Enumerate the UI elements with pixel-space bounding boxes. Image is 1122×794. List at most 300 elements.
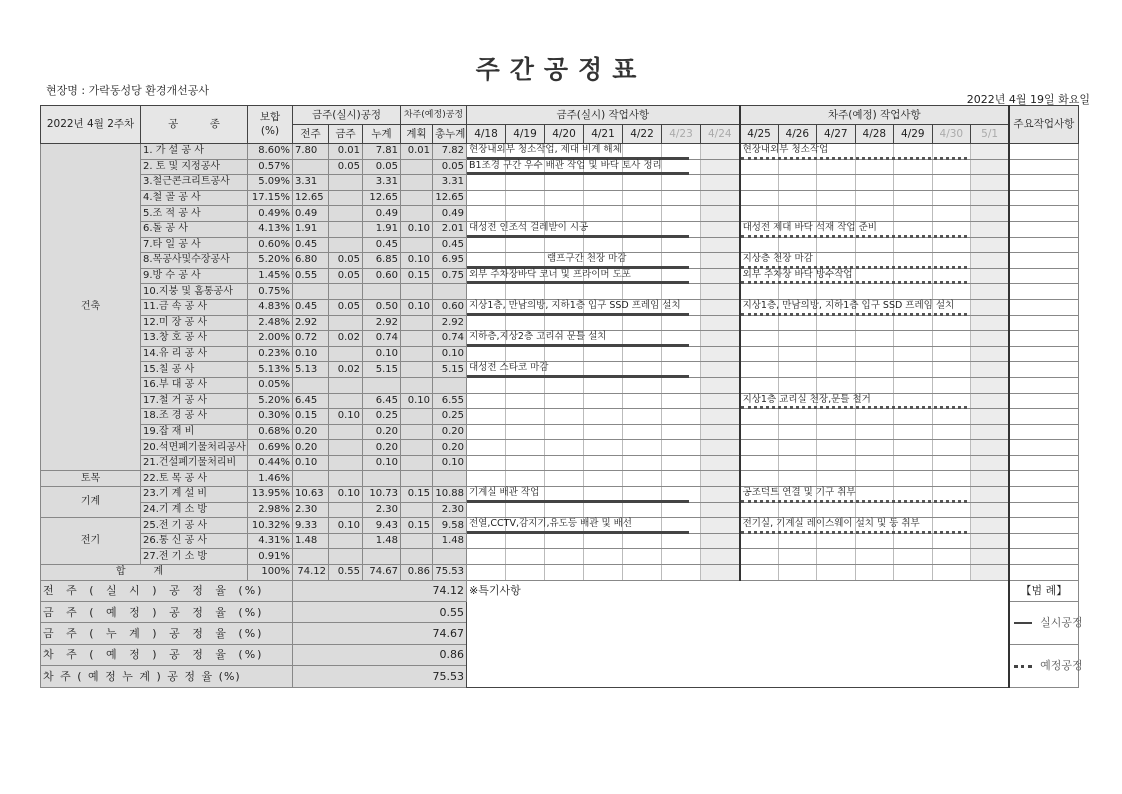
next-week-day-cell	[932, 346, 971, 362]
day-cell	[894, 565, 933, 581]
this-week-value	[329, 549, 363, 565]
this-week-day-cell	[701, 221, 740, 237]
prev-week-value	[293, 377, 329, 393]
next-week-task	[741, 253, 813, 268]
this-week-day-cell	[701, 315, 740, 331]
total-cumulative-value	[433, 377, 467, 393]
this-week-day-cell	[701, 455, 740, 471]
this-week-day-cell	[506, 471, 545, 487]
next-week-day-cell	[932, 377, 971, 393]
this-week-task	[467, 268, 631, 284]
prev-week-value: 0.45	[293, 237, 329, 253]
this-week-day-cell	[467, 253, 627, 269]
cumulative-value: 2.30	[363, 502, 401, 518]
schedule-table	[40, 105, 1083, 688]
next-plan-value	[401, 409, 433, 425]
this-week-day-cell	[545, 206, 584, 222]
next-week-day-cell	[932, 502, 971, 518]
this-week-day-cell	[701, 518, 740, 534]
main-work-cell	[1009, 549, 1078, 565]
next-plan-value	[401, 362, 433, 378]
this-week-day-cell	[584, 393, 623, 409]
trade-row	[41, 144, 1079, 160]
this-week-value	[329, 440, 363, 456]
next-week-day-cell	[855, 315, 894, 331]
remarks-area	[467, 580, 1010, 687]
this-week-day-cell	[467, 299, 681, 315]
this-week-day-cell	[545, 549, 584, 565]
next-week-day-cell	[740, 299, 955, 315]
legend-title: 【범 례】	[1009, 580, 1078, 601]
next-week-day-cell	[971, 144, 1010, 160]
next-week-task-text: 외부 주차장 바닥 방수작업	[742, 268, 853, 280]
next-plan-value: 0.10	[401, 393, 433, 409]
trade-ratio: 2.98%	[248, 502, 293, 518]
next-plan-value	[401, 175, 433, 191]
prev-week-value: 1.91	[293, 221, 329, 237]
this-week-day-cell	[467, 455, 506, 471]
this-week-day-cell	[584, 424, 623, 440]
this-week-day-cell	[701, 331, 740, 347]
next-week-day-cell	[778, 455, 817, 471]
cumulative-value: 9.43	[363, 518, 401, 534]
this-week-value: 0.02	[329, 331, 363, 347]
next-week-day-cell	[740, 549, 779, 565]
cumulative-value: 0.50	[363, 299, 401, 315]
summary-value: 0.86	[293, 644, 467, 665]
this-week-value: 0.01	[329, 144, 363, 160]
this-week-day-cell	[662, 424, 701, 440]
this-week-task	[467, 144, 622, 159]
prev-week-value	[293, 471, 329, 487]
main-work-cell	[1009, 253, 1078, 269]
prev-week-value	[293, 549, 329, 565]
this-week-day-cell	[545, 175, 584, 191]
next-week-day-cell	[778, 549, 817, 565]
category-label: 토목	[41, 471, 141, 487]
next-week-day-cell	[894, 331, 933, 347]
day-cell	[467, 565, 506, 581]
prev-week-value: 10.63	[293, 487, 329, 503]
this-week-value	[329, 455, 363, 471]
next-week-day-cell	[971, 331, 1010, 347]
this-week-value	[329, 190, 363, 206]
next-week-day-cell	[778, 284, 817, 300]
next-plan-value	[401, 502, 433, 518]
this-week-day-cell	[701, 533, 740, 549]
this-week-day-cell	[467, 549, 506, 565]
trade-row	[41, 190, 1079, 206]
ratio-header: 보합 (%)	[248, 106, 293, 144]
this-week-day-cell	[467, 268, 631, 284]
next-week-day-cell	[778, 206, 817, 222]
day-cell	[662, 565, 701, 581]
total-cumulative-value: 9.58	[433, 518, 467, 534]
next-week-day-cell	[855, 502, 894, 518]
next-week-day-cell	[894, 315, 933, 331]
trade-row	[41, 424, 1079, 440]
date-header: 4/29	[894, 125, 933, 144]
trade-name: 23.기 계 설 비	[141, 487, 248, 503]
next-week-day-cell	[971, 471, 1010, 487]
this-week-day-cell	[701, 377, 740, 393]
total-cumulative-value: 2.30	[433, 502, 467, 518]
prev-week-value: 0.10	[293, 455, 329, 471]
total-plan: 0.86	[401, 565, 433, 581]
next-week-day-cell	[855, 284, 894, 300]
total-cumulative-value	[433, 549, 467, 565]
next-week-day-cell	[855, 346, 894, 362]
next-week-day-cell	[894, 237, 933, 253]
total-cur: 0.55	[329, 565, 363, 581]
planned-progress-bar	[741, 281, 967, 284]
next-week-day-cell	[855, 533, 894, 549]
next-week-task	[741, 487, 856, 502]
total-cumulative-value: 0.60	[433, 299, 467, 315]
next-week-day-cell	[971, 377, 1010, 393]
this-week-value	[329, 284, 363, 300]
prev-week-value: 2.30	[293, 502, 329, 518]
this-week-day-cell	[467, 315, 506, 331]
this-week-day-cell	[662, 206, 701, 222]
main-work-cell	[1009, 299, 1078, 315]
main-work-cell	[1009, 362, 1078, 378]
next-plan-value	[401, 331, 433, 347]
main-work-cell	[1009, 471, 1078, 487]
next-week-day-cell	[971, 409, 1010, 425]
legend-actual-label: 실시공정	[1040, 616, 1083, 630]
next-week-day-cell	[894, 159, 933, 175]
cumulative-value: 6.85	[363, 253, 401, 269]
day-cell	[506, 565, 545, 581]
this-week-day-cell	[701, 440, 740, 456]
this-week-day-cell	[467, 533, 506, 549]
trade-ratio: 13.95%	[248, 487, 293, 503]
next-week-day-cell	[855, 175, 894, 191]
this-week-day-cell	[623, 315, 662, 331]
this-week-day-cell	[506, 346, 545, 362]
this-week-day-cell	[584, 533, 623, 549]
main-work-cell	[1009, 565, 1078, 581]
this-week-day-cell	[584, 190, 623, 206]
col-header-cum: 누계	[363, 125, 401, 144]
trade-row	[41, 315, 1079, 331]
this-week-day-cell	[662, 175, 701, 191]
planned-progress-bar	[741, 500, 967, 503]
day-cell	[623, 565, 662, 581]
next-week-day-cell	[894, 549, 933, 565]
total-cumulative-value: 0.25	[433, 409, 467, 425]
next-plan-value: 0.01	[401, 144, 433, 160]
next-week-day-cell	[740, 315, 779, 331]
main-work-cell	[1009, 393, 1078, 409]
planned-progress-bar	[741, 313, 967, 316]
next-week-day-cell	[894, 377, 933, 393]
trade-ratio: 1.45%	[248, 268, 293, 284]
next-week-day-cell	[740, 206, 779, 222]
main-work-cell	[1009, 144, 1078, 160]
trade-row	[41, 268, 1079, 284]
total-cumulative-value: 0.49	[433, 206, 467, 222]
next-week-day-cell	[894, 284, 933, 300]
document-title: 주간공정표	[475, 55, 647, 84]
total-cumulative-value: 0.74	[433, 331, 467, 347]
total-cumulative-value: 7.82	[433, 144, 467, 160]
next-week-day-cell	[894, 175, 933, 191]
planned-progress-bar	[741, 531, 967, 534]
total-cumulative-value: 12.65	[433, 190, 467, 206]
next-week-day-cell	[778, 502, 817, 518]
main-work-cell	[1009, 331, 1078, 347]
next-week-day-cell	[778, 315, 817, 331]
this-week-day-cell	[701, 159, 740, 175]
summary-value: 74.12	[293, 580, 467, 601]
col-header-cur: 금주	[329, 125, 363, 144]
next-week-day-cell	[740, 377, 779, 393]
this-week-day-cell	[623, 190, 662, 206]
prev-week-value: 12.65	[293, 190, 329, 206]
next-week-task-text: 전기실, 기계실 레이스웨이 설치 및 등 취부	[742, 518, 920, 530]
day-cell	[971, 565, 1010, 581]
next-week-day-cell	[932, 549, 971, 565]
next-week-day-cell	[817, 549, 856, 565]
trade-name: 2. 토 및 지정공사	[141, 159, 248, 175]
this-week-day-cell	[467, 190, 506, 206]
next-week-day-cell	[740, 346, 779, 362]
report-date: 2022년 4월 19일 화요일	[966, 93, 1090, 106]
next-week-task-text: 지상1층 교리실 천장,문틀 철거	[742, 393, 871, 405]
main-work-cell	[1009, 487, 1078, 503]
this-week-day-cell	[584, 409, 623, 425]
next-week-day-cell	[932, 471, 971, 487]
this-week-task	[467, 159, 662, 175]
this-week-day-cell	[623, 455, 662, 471]
this-week-value	[329, 533, 363, 549]
next-plan-value: 0.15	[401, 487, 433, 503]
next-plan-value	[401, 237, 433, 253]
trade-name: 15.칠 공 사	[141, 362, 248, 378]
this-week-day-cell	[467, 221, 589, 237]
next-week-day-cell	[740, 331, 779, 347]
total-cumulative-value: 0.45	[433, 237, 467, 253]
trade-row	[41, 159, 1079, 175]
prev-week-value: 5.13	[293, 362, 329, 378]
summary-value: 74.67	[293, 623, 467, 644]
planned-progress-bar	[741, 157, 967, 160]
next-plan-value	[401, 315, 433, 331]
next-week-day-cell	[855, 377, 894, 393]
prev-week-value	[293, 159, 329, 175]
next-week-day-cell	[740, 175, 779, 191]
trade-ratio: 4.83%	[248, 299, 293, 315]
this-week-progress-header: 금주(실시)공정	[293, 106, 401, 125]
trade-name: 4.철 골 공 사	[141, 190, 248, 206]
next-week-day-cell	[971, 362, 1010, 378]
this-week-day-cell	[545, 471, 584, 487]
next-week-task	[741, 393, 871, 409]
this-week-day-cell	[545, 455, 584, 471]
trade-name: 18.조 경 공 사	[141, 409, 248, 425]
trade-ratio: 4.13%	[248, 221, 293, 237]
next-week-day-cell	[817, 424, 856, 440]
this-week-task-text: 현장내외부 청소작업, 제대 비계 해체	[469, 144, 622, 155]
this-week-day-cell	[662, 549, 701, 565]
trade-row	[41, 549, 1079, 565]
cumulative-value: 10.73	[363, 487, 401, 503]
this-week-day-cell	[662, 284, 701, 300]
this-week-day-cell	[467, 487, 540, 503]
next-week-day-cell	[971, 268, 1010, 284]
this-week-day-cell	[662, 409, 701, 425]
this-week-day-cell	[506, 315, 545, 331]
this-week-day-cell	[506, 440, 545, 456]
col-header-plan: 계획	[401, 125, 433, 144]
next-plan-value: 0.15	[401, 268, 433, 284]
trade-row	[41, 253, 1079, 269]
next-week-task-text: 공조덕트 연결 및 기구 취부	[742, 487, 856, 499]
next-week-day-cell	[971, 284, 1010, 300]
legend-actual	[1009, 602, 1083, 645]
next-week-day-cell	[817, 409, 856, 425]
trade-ratio: 0.91%	[248, 549, 293, 565]
date-header: 4/25	[740, 125, 779, 144]
this-week-task	[467, 221, 589, 237]
trade-name: 7.타 일 공 사	[141, 237, 248, 253]
next-week-day-cell	[971, 190, 1010, 206]
this-week-day-cell	[584, 206, 623, 222]
trade-ratio: 1.46%	[248, 471, 293, 487]
next-week-day-cell	[932, 455, 971, 471]
cumulative-value: 0.74	[363, 331, 401, 347]
cumulative-value: 0.60	[363, 268, 401, 284]
prev-week-value	[293, 284, 329, 300]
next-week-day-cell	[740, 284, 779, 300]
next-week-day-cell	[932, 409, 971, 425]
next-week-day-cell	[778, 377, 817, 393]
total-cumulative-value: 3.31	[433, 175, 467, 191]
total-cumulative-value: 0.75	[433, 268, 467, 284]
this-week-day-cell	[506, 284, 545, 300]
trade-name: 8.목공사및수장공사	[141, 253, 248, 269]
cumulative-value: 0.49	[363, 206, 401, 222]
date-header: 5/1	[971, 125, 1010, 144]
next-plan-value	[401, 424, 433, 440]
legend-planned	[1009, 644, 1083, 687]
total-label: 합 계	[41, 565, 248, 581]
next-week-day-cell	[817, 346, 856, 362]
prev-week-value: 6.45	[293, 393, 329, 409]
trade-name: 12.미 장 공 사	[141, 315, 248, 331]
next-week-day-cell	[778, 237, 817, 253]
remarks-label: ※특기사항	[469, 583, 521, 597]
category-label: 기계	[41, 487, 141, 518]
this-week-day-cell	[584, 346, 623, 362]
this-week-task-text: 대성전 스타코 마감	[469, 362, 549, 374]
next-week-day-cell	[817, 206, 856, 222]
this-week-day-cell	[506, 237, 545, 253]
total-cumulative-value: 6.95	[433, 253, 467, 269]
this-week-day-cell	[545, 424, 584, 440]
this-week-day-cell	[467, 346, 506, 362]
this-week-task-text: 램프구간 천장 마감	[547, 253, 627, 265]
next-week-day-cell	[778, 409, 817, 425]
total-cum: 74.67	[363, 565, 401, 581]
cumulative-value: 5.15	[363, 362, 401, 378]
this-week-day-cell	[467, 393, 506, 409]
main-work-cell	[1009, 346, 1078, 362]
trade-name: 5.조 적 공 사	[141, 206, 248, 222]
next-week-day-cell	[894, 502, 933, 518]
this-week-day-cell	[506, 533, 545, 549]
next-week-day-cell	[778, 346, 817, 362]
next-week-day-cell	[971, 424, 1010, 440]
next-week-task-text: 대성전 제대 바닥 석재 작업 준비	[742, 221, 877, 233]
cumulative-value: 0.10	[363, 455, 401, 471]
trade-ratio: 5.09%	[248, 175, 293, 191]
date-header: 4/20	[545, 125, 584, 144]
this-week-day-cell	[584, 284, 623, 300]
next-week-day-cell	[932, 362, 971, 378]
total-cumulative-value: 2.92	[433, 315, 467, 331]
next-week-day-cell	[932, 533, 971, 549]
this-week-day-cell	[467, 206, 506, 222]
next-week-day-cell	[740, 253, 813, 269]
next-week-day-cell	[778, 362, 817, 378]
trade-name: 14.유 리 공 사	[141, 346, 248, 362]
next-week-day-cell	[855, 331, 894, 347]
total-cumulative-value	[433, 284, 467, 300]
total-ratio: 100%	[248, 565, 293, 581]
this-week-day-cell	[467, 362, 549, 378]
this-week-day-cell	[506, 190, 545, 206]
this-week-value: 0.10	[329, 487, 363, 503]
site-name: 현장명 : 가락동성당 환경개선공사	[46, 84, 209, 97]
main-work-cell	[1009, 175, 1078, 191]
summary-label: 금 주 ( 예 정 ) 공 정 율 (%)	[41, 602, 293, 623]
day-cell	[740, 565, 779, 581]
trade-ratio: 5.20%	[248, 393, 293, 409]
next-week-day-cell	[817, 362, 856, 378]
next-week-day-cell	[817, 533, 856, 549]
trade-ratio: 4.31%	[248, 533, 293, 549]
total-cumulative-value: 1.48	[433, 533, 467, 549]
next-week-day-cell	[740, 190, 779, 206]
cumulative-value: 2.92	[363, 315, 401, 331]
trade-name: 21.건설폐기물처리비	[141, 455, 248, 471]
this-week-day-cell	[506, 424, 545, 440]
trade-ratio: 0.69%	[248, 440, 293, 456]
next-week-day-cell	[740, 487, 856, 503]
actual-progress-bar	[467, 172, 689, 175]
next-week-day-cell	[971, 455, 1010, 471]
trade-row	[41, 533, 1079, 549]
this-week-task-text: B1조경 구간 우수 배관 작업 및 바닥 토사 정리	[469, 159, 662, 171]
this-week-day-cell	[467, 159, 662, 175]
prev-week-value: 1.48	[293, 533, 329, 549]
this-week-value: 0.02	[329, 362, 363, 378]
next-week-day-cell	[855, 362, 894, 378]
this-week-task-text: 외부 주차장바닥 코너 및 프라이머 도포	[469, 268, 631, 280]
next-week-day-cell	[817, 159, 856, 175]
this-week-value	[329, 206, 363, 222]
this-week-day-cell	[662, 346, 701, 362]
this-week-day-cell	[584, 502, 623, 518]
date-header: 4/22	[623, 125, 662, 144]
date-header: 4/27	[817, 125, 856, 144]
this-week-task-text: 대성전 인조석 걸레받이 시공	[469, 221, 589, 233]
trade-ratio: 0.30%	[248, 409, 293, 425]
main-work-cell	[1009, 518, 1078, 534]
